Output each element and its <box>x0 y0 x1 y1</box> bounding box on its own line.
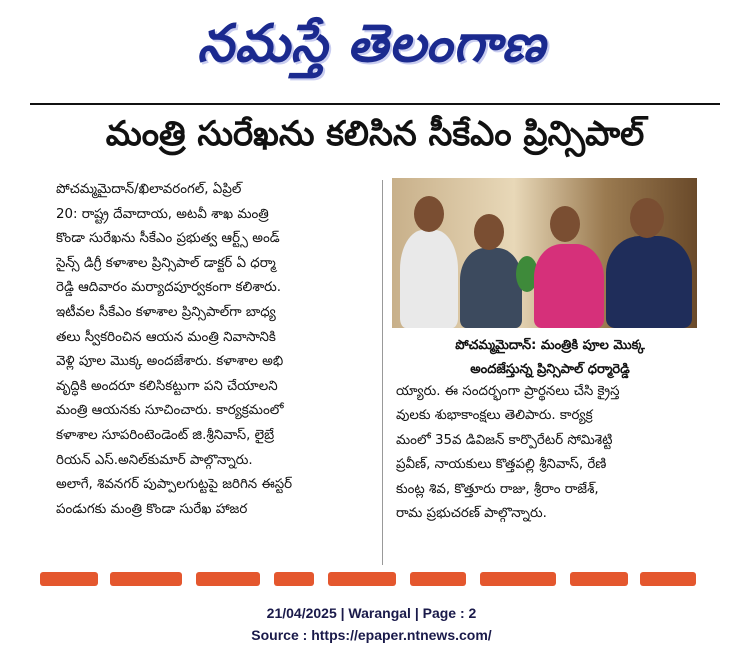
body-line: య్యారు. ఈ సందర్భంగా ప్రార్థనలు చేసి క్రైస్త <box>396 384 620 399</box>
body-line: అలాగే, శివనగర్ పుప్పాలగుట్టపై జరిగిన ఈస్టర్ <box>56 477 293 493</box>
masthead-title: నమస్తే తెలంగాణ <box>197 13 546 74</box>
article-headline: మంత్రి సురేఖను కలిసిన సీకేఎం ప్రిన్సిపాల్ <box>105 114 645 154</box>
article-body-left <box>56 178 374 522</box>
photo-caption <box>400 334 700 382</box>
news-photo <box>392 178 697 328</box>
body-line: వెళ్లి పూల మొక్క అందజేశారు. కళాశాల అభి <box>56 354 284 370</box>
body-line: కళాశాల సూపరింటెండెంట్ జి.శ్రీనివాస్, లైబ్రే <box>56 427 275 443</box>
column-divider <box>382 180 383 565</box>
caption-line: అందజేస్తున్న ప్రిన్సిపాల్ ధర్మారెడ్డి <box>470 362 630 377</box>
body-line: రెడ్డి ఆదివారం మర్యాదపూర్వకంగా కలిశారు. <box>56 280 281 296</box>
headline-divider <box>30 103 720 105</box>
caption-line: పోచమ్మమైదాన్: మంత్రికి పూల మొక్క <box>455 338 645 353</box>
body-line: పండుగకు మంత్రి కొండా సురేఖ హాజర <box>56 501 248 517</box>
body-line: పోచమ్మమైదాన్/ఖిలావరంగల్, ఏప్రిల్ <box>56 182 242 197</box>
body-line: కొండా సురేఖను సీకేఎం ప్రభుత్వ ఆర్ట్స్ అండ్ <box>56 231 280 247</box>
body-line: సైన్స్ డిగ్రీ కళాశాల ప్రిన్సిపాల్ డాక్టర్ ఏ ధర్మా <box>56 255 276 271</box>
body-line: ఇటీవల సీకేఎం కళాశాల ప్రిన్సిపాల్‌గా బాధ్య <box>56 304 276 320</box>
body-line: మంత్రి ఆయనకు సూచించారు. కార్యక్రమంలో <box>56 403 284 419</box>
body-line: మంలో 35వ డివిజన్ కార్పొరేటర్ సోమిశెట్టి <box>396 432 613 448</box>
body-line: వులకు శుభాకాంక్షలు తెలిపారు. కార్యక్ర <box>396 408 593 424</box>
body-line: వృద్ధికి అందరూ కలిసికట్టుగా పని చేయాలని <box>56 378 278 394</box>
source-url: Source : https://epaper.ntnews.com/ <box>251 627 492 643</box>
source-footer <box>0 602 743 646</box>
date-edition-page: 21/04/2025 | Warangal | Page : 2 <box>266 605 477 621</box>
body-line: రామ ప్రభుచరణ్ పాల్గొన్నారు. <box>396 506 547 522</box>
body-line: ప్రవీణ్, నాయకులు కొత్తపల్లి శ్రీనివాస్, రేణి <box>396 457 607 473</box>
body-line: కుంట్ల శివ, కొత్తూరు రాజు, శ్రీరాం రాజేశ్, <box>396 481 599 497</box>
body-line: రియన్ ఎస్.అనిల్‌కుమార్ పాల్గొన్నారు. <box>56 452 253 468</box>
body-line: 20: రాష్ట్ర దేవాదాయ, అటవీ శాఖ మంత్రి <box>56 206 269 222</box>
article-body-right <box>396 380 701 526</box>
cropped-next-headline <box>40 572 700 592</box>
newspaper-masthead <box>0 0 743 100</box>
body-line: తలు స్వీకరించిన ఆయన మంత్రి నివాసానికి <box>56 329 276 345</box>
